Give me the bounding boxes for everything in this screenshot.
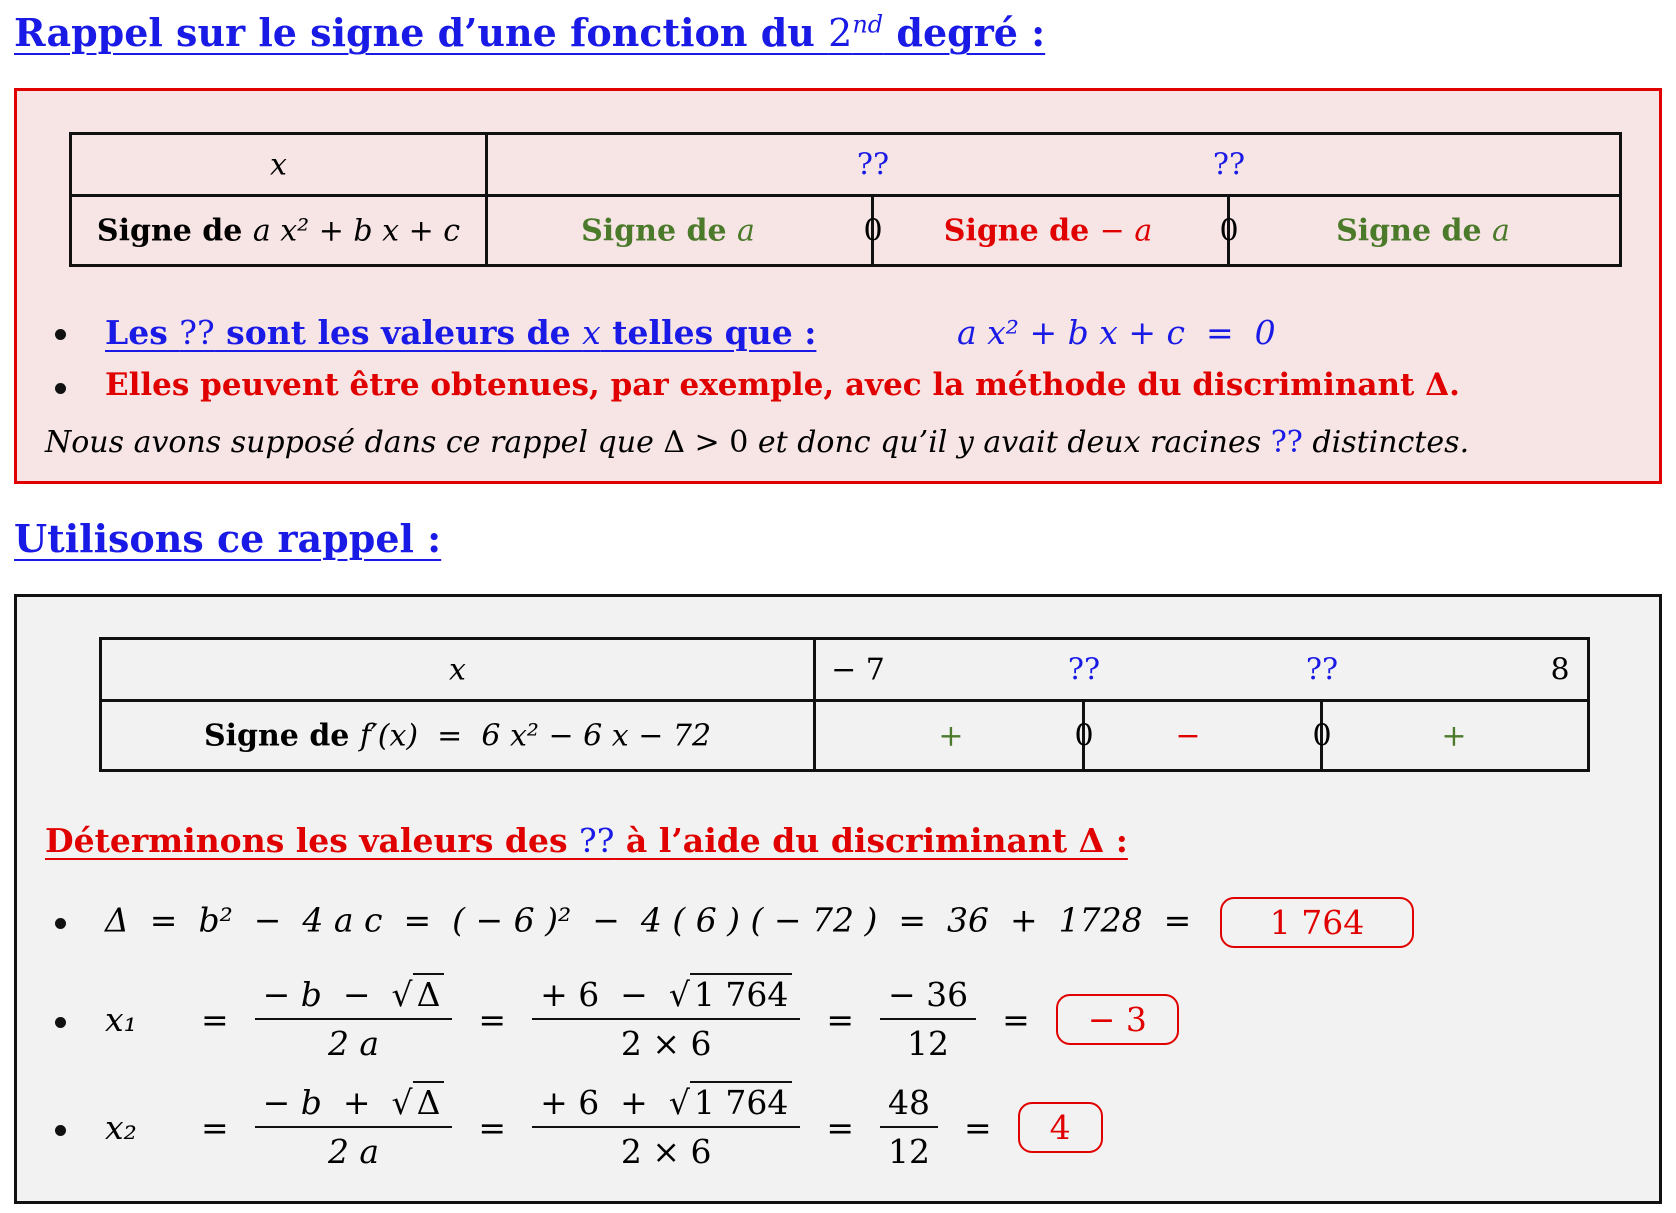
- rappel-b1-part2: sont les valeurs de: [214, 313, 583, 352]
- apply-sign-plus-2: +: [1441, 718, 1467, 753]
- apply-sign-values: [815, 701, 1589, 771]
- x1-f3-num: − 36: [880, 975, 976, 1020]
- x1-fraction-1: $\frac{- b - √ \Delta}{2 a}$: [255, 975, 453, 1063]
- x2-f1-sqrt: Δ: [413, 1081, 445, 1122]
- bullet-dot: [55, 329, 66, 340]
- rappel-sign-label-2: Signe de: [943, 213, 1100, 248]
- apply-sign-minus: −: [1175, 718, 1201, 753]
- apply-box: [14, 594, 1662, 1204]
- x2-eq-4: =: [963, 1107, 992, 1147]
- rappel-sign-minus-a: [944, 213, 1152, 248]
- apply-zero2: 0: [1312, 718, 1332, 753]
- rappel-sign-header-bold: Signe de: [96, 213, 253, 248]
- apply-sign-header-bold: Signe de: [203, 718, 360, 753]
- rappel-sign-var-2: − a: [1099, 213, 1153, 248]
- rappel-sign-header: [71, 196, 487, 266]
- utilisons-title: Utilisons ce rappel :: [14, 516, 442, 561]
- rappel-sign-header-math: a x² + b x + c: [252, 213, 461, 248]
- rappel-sign-table: [69, 132, 1622, 267]
- x1-eq-4: =: [1002, 999, 1030, 1039]
- apply-zero1: 0: [1074, 718, 1094, 753]
- delta-result-box: 1 764: [1220, 897, 1414, 948]
- apply-sign-header: [101, 701, 815, 771]
- rappel-b1-part1: Les: [105, 313, 180, 352]
- rappel-b1-q: ??: [179, 313, 215, 352]
- bullet-dot: [55, 918, 66, 929]
- rappel-sign-var-3: a: [1492, 213, 1510, 248]
- rappel-note-part3: distinctes.: [1302, 425, 1470, 460]
- apply-sign-header-math: f′(x) = 6 x² − 6 x − 72: [359, 718, 712, 753]
- rappel-box: [14, 88, 1662, 484]
- x1-f1-den: 2 a: [327, 1024, 380, 1063]
- bullet-dot: [55, 383, 66, 394]
- rappel-sign-values: [487, 196, 1621, 266]
- rappel-b1-x: x: [582, 313, 601, 352]
- x2-eq-3: =: [826, 1107, 854, 1147]
- determine-heading: [45, 821, 1128, 860]
- rappel-title-exp-sup: nd: [852, 10, 884, 39]
- rappel-bullet-discriminant: Elles peuvent être obtenues, par exemple, avec la méthode du discriminant Δ.: [105, 367, 1460, 403]
- apply-root2: ??: [1305, 652, 1339, 687]
- x2-f2-num: + 6 +: [540, 1083, 669, 1122]
- x1-f1-sqrt: Δ: [413, 973, 445, 1014]
- x1-label: x₁: [105, 999, 137, 1039]
- x1-fraction-3: [880, 975, 976, 1063]
- x2-label: x₂: [105, 1107, 137, 1147]
- determine-part1: Déterminons les valeurs des: [45, 821, 580, 860]
- rappel-sign-a-1: [581, 213, 755, 248]
- apply-sign-plus-1: +: [938, 718, 964, 753]
- apply-sign-header-text: [204, 718, 711, 753]
- rappel-x-values: [487, 134, 1621, 196]
- apply-sign-table: [99, 637, 1590, 772]
- x2-f1-den: 2 a: [327, 1132, 380, 1171]
- determine-part2: à l’aide du discriminant Δ :: [614, 821, 1128, 860]
- rappel-note-q: ??: [1270, 425, 1303, 460]
- x2-eq-1: =: [201, 1107, 229, 1147]
- x1-eq-2: =: [478, 999, 507, 1039]
- rappel-note: [45, 425, 1469, 460]
- x2-fraction-3: [880, 1083, 938, 1171]
- rappel-sign-header-text: [97, 213, 460, 248]
- bullet-dot: [55, 1017, 66, 1028]
- x1-f2-sqrt: 1 764: [690, 973, 792, 1014]
- rappel-title-end: degré :: [883, 10, 1046, 55]
- rappel-note-cond: Δ > 0: [663, 425, 749, 460]
- rappel-title-exp-base: 2: [828, 11, 853, 55]
- rappel-b1-part3: telles que :: [600, 313, 817, 352]
- x2-fraction-1: $\frac{- b + √ \Delta}{2 a}$: [255, 1083, 453, 1171]
- determine-q: ??: [579, 821, 615, 860]
- rappel-x-label: x: [270, 147, 287, 182]
- rappel-title: [14, 10, 1045, 55]
- delta-line: [105, 897, 1414, 948]
- x1-f2-den: 2 × 6: [620, 1024, 712, 1063]
- x2-eq-2: =: [478, 1107, 507, 1147]
- apply-x-values: [815, 639, 1589, 701]
- rappel-note-part1: Nous avons supposé dans ce rappel que: [45, 425, 664, 460]
- rappel-root2: ??: [1212, 147, 1246, 182]
- x1-eq-3: =: [826, 999, 854, 1039]
- rappel-equation: a x² + b x + c = 0: [957, 313, 1276, 352]
- rappel-sign-a-2: [1336, 213, 1510, 248]
- rappel-root1: ??: [856, 147, 890, 182]
- x1-f1-num: − b −: [262, 975, 392, 1014]
- rappel-bullet-roots: [105, 313, 816, 352]
- x2-f2-sqrt: 1 764: [690, 1081, 792, 1122]
- x1-f3-den: 12: [907, 1024, 950, 1063]
- rappel-zero2: 0: [1219, 213, 1239, 248]
- apply-start: − 7: [831, 652, 885, 687]
- rappel-sign-label-3: Signe de: [1336, 213, 1492, 248]
- x2-f1-num: − b +: [262, 1083, 392, 1122]
- x2-f3-den: 12: [887, 1132, 930, 1171]
- apply-x-label: x: [449, 652, 466, 687]
- x1-fraction-2: $\frac{+ 6 - √ 1 764}{2 \times 6}$: [532, 975, 800, 1063]
- rappel-sign-label-1: Signe de: [581, 213, 737, 248]
- delta-expression: Δ = b² − 4 a c = ( − 6 )² − 4 ( 6 ) ( − 72 ) = 36 + 1728 =: [105, 900, 1192, 940]
- x2-result-box: 4: [1018, 1102, 1103, 1153]
- rappel-bullet-roots-text: [105, 313, 816, 352]
- x1-result-box: − 3: [1056, 994, 1179, 1045]
- rappel-x-header: [71, 134, 487, 196]
- x1-f2-num: + 6 −: [540, 975, 669, 1014]
- apply-root1: ??: [1067, 652, 1101, 687]
- rappel-note-part2: et donc qu’il y avait deux racines: [748, 425, 1271, 460]
- bullet-dot: [55, 1125, 66, 1136]
- x2-fraction-2: $\frac{+ 6 + √ 1 764}{2 \times 6}$: [532, 1083, 800, 1171]
- rappel-title-text: Rappel sur le signe d’une fonction du: [14, 10, 829, 55]
- x1-line: [105, 975, 1179, 1063]
- x2-line: [105, 1083, 1103, 1171]
- apply-x-header: [101, 639, 815, 701]
- apply-end: 8: [1550, 652, 1570, 687]
- x1-eq-1: =: [201, 999, 229, 1039]
- rappel-zero1: 0: [863, 213, 883, 248]
- rappel-sign-var-1: a: [737, 213, 755, 248]
- x2-f2-den: 2 × 6: [620, 1132, 712, 1171]
- x2-f3-num: 48: [880, 1083, 938, 1128]
